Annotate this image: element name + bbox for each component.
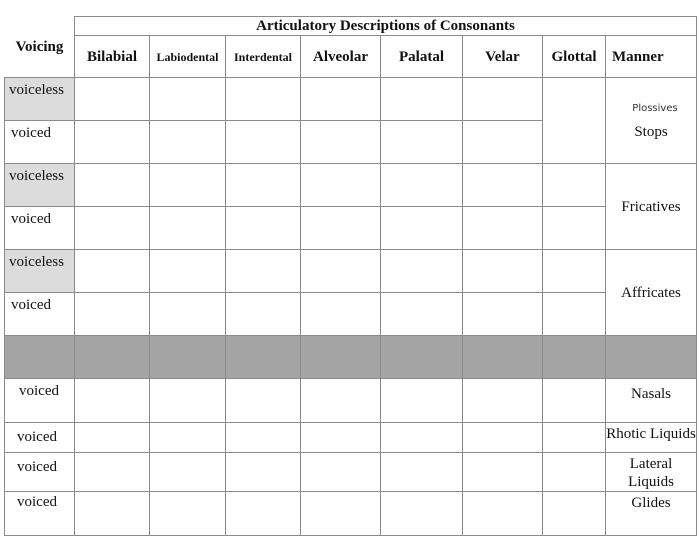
- cell-bilabial[interactable]: [75, 78, 150, 121]
- cell-labiodental[interactable]: [150, 250, 226, 293]
- cell-labiodental[interactable]: [150, 293, 226, 336]
- cell-glottal[interactable]: [543, 207, 606, 250]
- separator-cell: [543, 336, 606, 379]
- cell-glottal[interactable]: [543, 453, 606, 492]
- voicing-label: voiced: [5, 423, 75, 453]
- cell-bilabial[interactable]: [75, 379, 150, 423]
- header-labiodental: Labiodental: [150, 36, 226, 78]
- cell-bilabial[interactable]: [75, 453, 150, 492]
- cell-velar[interactable]: [463, 250, 543, 293]
- cell-labiodental[interactable]: [150, 207, 226, 250]
- voicing-header: Voicing: [5, 17, 75, 78]
- cell-bilabial[interactable]: [75, 293, 150, 336]
- cell-palatal[interactable]: [381, 207, 463, 250]
- cell-velar[interactable]: [463, 293, 543, 336]
- chart-title: Articulatory Descriptions of Consonants: [75, 17, 697, 36]
- cell-palatal[interactable]: [381, 78, 463, 121]
- cell-alveolar[interactable]: [301, 453, 381, 492]
- cell-bilabial[interactable]: [75, 423, 150, 453]
- header-interdental: Interdental: [226, 36, 301, 78]
- cell-labiodental[interactable]: [150, 379, 226, 423]
- cell-palatal[interactable]: [381, 423, 463, 453]
- manner-rhotic-label: Rhotic Liquids: [606, 423, 697, 453]
- cell-palatal[interactable]: [381, 492, 463, 536]
- cell-glottal[interactable]: [543, 164, 606, 207]
- separator-cell: [463, 336, 543, 379]
- header-glottal: Glottal: [543, 36, 606, 78]
- cell-interdental[interactable]: [226, 164, 301, 207]
- cell-velar[interactable]: [463, 453, 543, 492]
- cell-interdental[interactable]: [226, 492, 301, 536]
- cell-alveolar[interactable]: [301, 78, 381, 121]
- separator-cell: [226, 336, 301, 379]
- manner-stops-cell: [606, 78, 697, 164]
- header-velar: Velar: [463, 36, 543, 78]
- cell-glottal[interactable]: [543, 78, 606, 164]
- cell-bilabial[interactable]: [75, 250, 150, 293]
- cell-glottal[interactable]: [543, 492, 606, 536]
- voicing-label: voiced: [5, 207, 75, 250]
- cell-alveolar[interactable]: [301, 164, 381, 207]
- cell-alveolar[interactable]: [301, 121, 381, 164]
- cell-palatal[interactable]: [381, 121, 463, 164]
- cell-velar[interactable]: [463, 492, 543, 536]
- cell-interdental[interactable]: [226, 78, 301, 121]
- cell-glottal[interactable]: [543, 379, 606, 423]
- cell-interdental[interactable]: [226, 293, 301, 336]
- cell-velar[interactable]: [463, 207, 543, 250]
- voicing-label: voiced: [5, 453, 75, 492]
- cell-labiodental[interactable]: [150, 78, 226, 121]
- voicing-label: voiceless: [5, 78, 75, 121]
- cell-bilabial[interactable]: [75, 207, 150, 250]
- manner-lateral-label: Lateral Liquids: [606, 453, 697, 492]
- cell-bilabial[interactable]: [75, 121, 150, 164]
- separator-cell: [5, 336, 75, 379]
- manner-affricates-label: Affricates: [606, 250, 697, 336]
- cell-interdental[interactable]: [226, 121, 301, 164]
- separator-cell: [150, 336, 226, 379]
- separator-cell: [301, 336, 381, 379]
- separator-cell: [75, 336, 150, 379]
- cell-interdental[interactable]: [226, 207, 301, 250]
- consonant-chart-table: [4, 16, 697, 536]
- cell-labiodental[interactable]: [150, 453, 226, 492]
- header-palatal: Palatal: [381, 36, 463, 78]
- cell-labiodental[interactable]: [150, 164, 226, 207]
- cell-bilabial[interactable]: [75, 492, 150, 536]
- cell-interdental[interactable]: [226, 250, 301, 293]
- cell-glottal[interactable]: [543, 250, 606, 293]
- manner-stops-label: Stops: [634, 124, 668, 140]
- voicing-label: voiced: [5, 492, 75, 536]
- header-manner: Manner: [606, 36, 697, 78]
- manner-nasals-label: Nasals: [606, 379, 697, 423]
- cell-velar[interactable]: [463, 379, 543, 423]
- cell-interdental[interactable]: [226, 453, 301, 492]
- plossives-note: Plossives: [632, 103, 678, 114]
- cell-interdental[interactable]: [226, 379, 301, 423]
- voicing-label: voiced: [5, 293, 75, 336]
- cell-glottal[interactable]: [543, 293, 606, 336]
- cell-alveolar[interactable]: [301, 379, 381, 423]
- voicing-label: voiced: [5, 121, 75, 164]
- cell-alveolar[interactable]: [301, 207, 381, 250]
- cell-velar[interactable]: [463, 164, 543, 207]
- voicing-label: voiced: [5, 379, 75, 423]
- cell-palatal[interactable]: [381, 164, 463, 207]
- cell-alveolar[interactable]: [301, 250, 381, 293]
- cell-labiodental[interactable]: [150, 121, 226, 164]
- voicing-label: voiceless: [5, 164, 75, 207]
- cell-interdental[interactable]: [226, 423, 301, 453]
- separator-cell: [606, 336, 697, 379]
- cell-labiodental[interactable]: [150, 492, 226, 536]
- cell-bilabial[interactable]: [75, 164, 150, 207]
- cell-glottal[interactable]: [543, 423, 606, 453]
- separator-band: [5, 336, 697, 379]
- cell-labiodental[interactable]: [150, 423, 226, 453]
- separator-cell: [381, 336, 463, 379]
- cell-alveolar[interactable]: [301, 293, 381, 336]
- header-bilabial: Bilabial: [75, 36, 150, 78]
- header-alveolar: Alveolar: [301, 36, 381, 78]
- cell-palatal[interactable]: [381, 379, 463, 423]
- manner-fricatives-label: Fricatives: [606, 164, 697, 250]
- cell-palatal[interactable]: [381, 250, 463, 293]
- cell-alveolar[interactable]: [301, 492, 381, 536]
- manner-glides-label: Glides: [606, 492, 697, 536]
- cell-velar[interactable]: [463, 423, 543, 453]
- voicing-label: voiceless: [5, 250, 75, 293]
- cell-palatal[interactable]: [381, 293, 463, 336]
- cell-palatal[interactable]: [381, 453, 463, 492]
- cell-alveolar[interactable]: [301, 423, 381, 453]
- cell-velar[interactable]: [463, 78, 543, 121]
- cell-velar[interactable]: [463, 121, 543, 164]
